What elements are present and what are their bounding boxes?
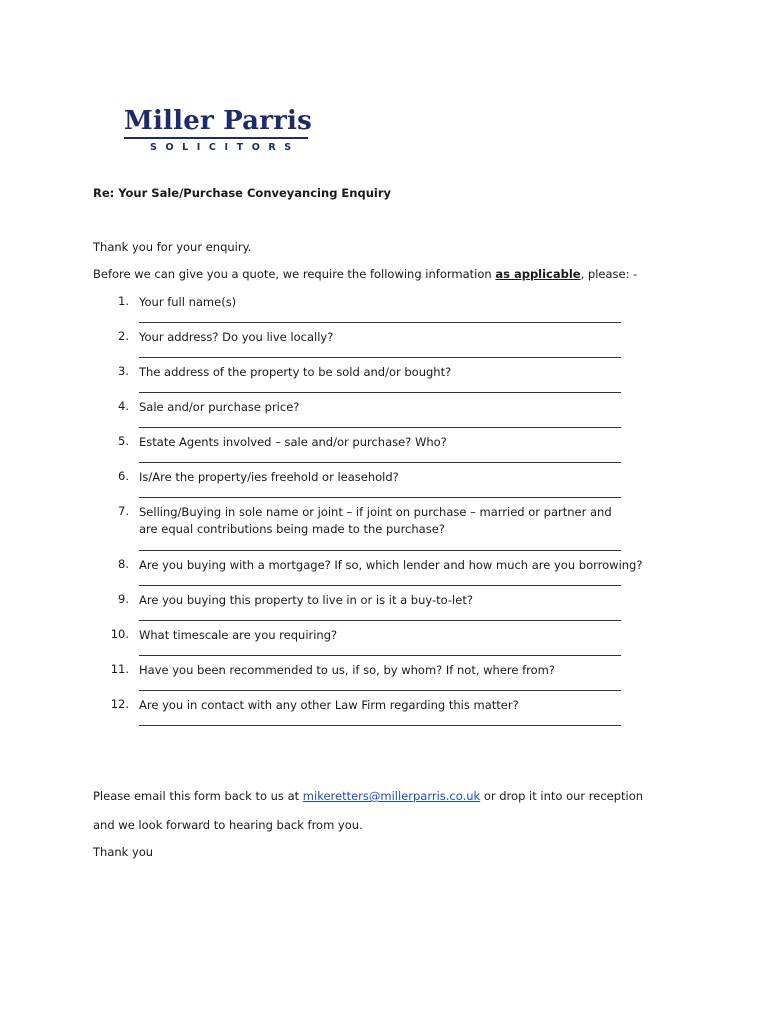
question-number: 5. [118,434,129,448]
question-item [93,627,653,662]
question-number: 9. [118,592,129,606]
question-number: 11. [110,662,129,676]
answer-line[interactable] [139,655,621,656]
answer-line[interactable] [139,357,621,358]
intro-text: Before we can give you a quote, we require the following information [93,267,496,281]
answer-line[interactable] [139,427,621,428]
question-text: Are you buying this property to live in or is it a buy-to-let? [139,593,473,607]
question-item [93,662,653,697]
answer-line[interactable] [139,462,621,463]
signoff: Thank you [93,845,154,859]
question-item [93,504,653,557]
question-item [93,697,653,732]
question-number: 2. [118,329,129,343]
question-text-continued: are equal contributions being made to the purchase? [139,522,445,536]
question-number: 3. [118,364,129,378]
question-text: Is/Are the property/ies freehold or leasehold? [139,470,399,484]
logo-subtitle: SOLICITORS [150,142,300,153]
logo-rule [124,137,308,139]
logo-name: Miller Parris [124,106,312,136]
answer-line[interactable] [139,690,621,691]
answer-line[interactable] [139,322,621,323]
answer-line[interactable] [139,497,621,498]
closing-paragraph [93,789,643,803]
question-item [93,592,653,627]
question-number: 1. [118,294,129,308]
question-text: The address of the property to be sold and/or bought? [139,365,452,379]
question-text: Are you in contact with any other Law Firm regarding this matter? [139,698,519,712]
question-text: Your address? Do you live locally? [139,330,334,344]
intro-text-end: , please: - [580,267,638,281]
company-logo [124,106,312,153]
question-item [93,399,653,434]
question-number: 8. [118,557,129,571]
question-item [93,469,653,504]
question-text: Are you buying with a mortgage? If so, which lender and how much are you borrowing? [139,558,643,572]
answer-line[interactable] [139,585,621,586]
question-number: 10. [110,627,129,641]
question-text: Selling/Buying in sole name or joint – if joint on purchase – married or partner and [139,505,612,519]
question-text: What timescale are you requiring? [139,628,338,642]
question-text: Have you been recommended to us, if so, by whom? If not, where from? [139,663,555,677]
question-number: 4. [118,399,129,413]
question-item [93,329,653,364]
question-item [93,434,653,469]
thanks-line: Thank you for your enquiry. [93,240,252,254]
answer-line[interactable] [139,550,621,551]
intro-paragraph [93,267,637,281]
answer-line[interactable] [139,725,621,726]
closing-text-end: or drop it into our reception [480,789,644,803]
question-item [93,557,653,592]
question-item [93,364,653,399]
answer-line[interactable] [139,620,621,621]
question-list [93,294,653,732]
question-text: Your full name(s) [139,295,237,309]
question-text: Estate Agents involved – sale and/or purchase? Who? [139,435,447,449]
intro-emphasis: as applicable [495,267,581,281]
answer-line[interactable] [139,392,621,393]
question-item [93,294,653,329]
email-link[interactable]: mikeretters@millerparris.co.uk [302,789,481,803]
question-text: Sale and/or purchase price? [139,400,300,414]
closing-line-2: and we look forward to hearing back from you. [93,818,363,832]
question-number: 12. [110,697,129,711]
question-number: 7. [118,504,129,518]
question-number: 6. [118,469,129,483]
closing-text: Please email this form back to us at [93,789,303,803]
letter-subject: Re: Your Sale/Purchase Conveyancing Enquiry [93,186,391,200]
